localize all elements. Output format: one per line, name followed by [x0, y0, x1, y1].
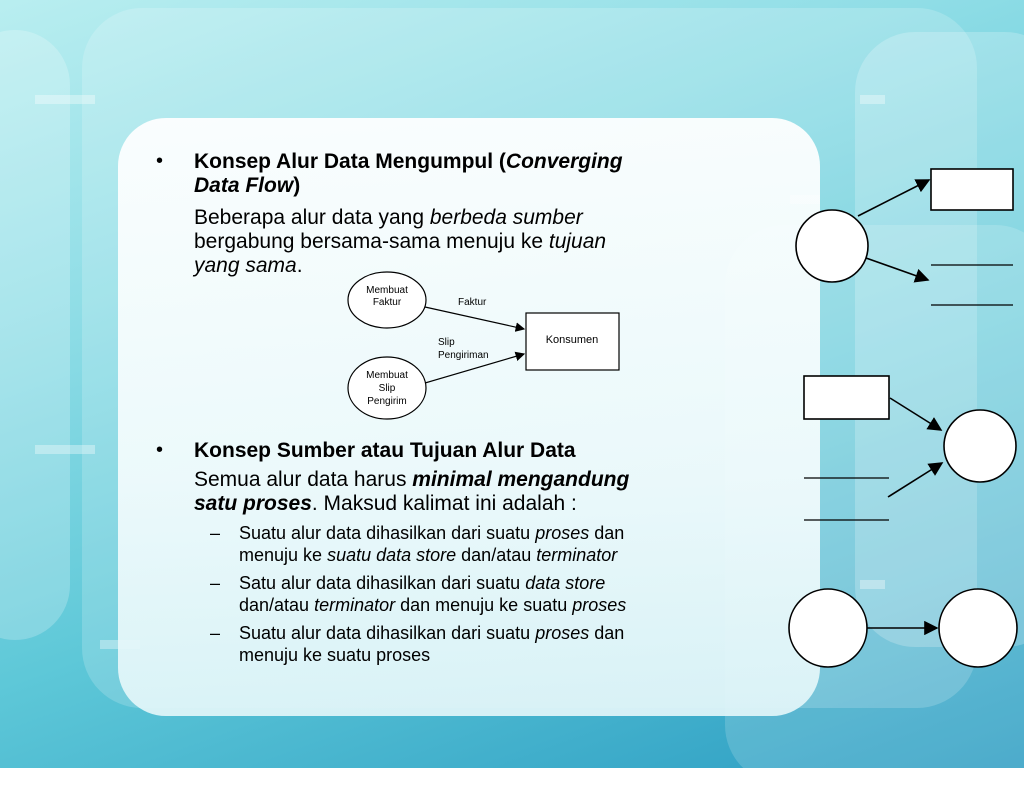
sub3-italic-a: proses [535, 623, 590, 643]
flow-symbols-diagram [780, 160, 1024, 680]
sub1-italic-a: proses [535, 523, 590, 543]
section1-para-text1: Beberapa alur data yang [194, 206, 430, 229]
section1-heading-italic2: Data Flow [194, 174, 294, 197]
decor-shape-left [0, 30, 70, 640]
section2-para-text2: . Maksud kalimat ini adalah : [311, 492, 577, 515]
process2-label-1: Membuat [366, 370, 408, 381]
section1-heading-text: Konsep Alur Data Mengumpul ( [194, 150, 506, 173]
section1-heading-italic: Converging [505, 150, 623, 173]
flow-slip-label-2: Pengiriman [438, 350, 489, 361]
section2-para-text1: Semua alur data harus [194, 468, 413, 491]
flow-faktur-arrow [425, 307, 524, 329]
sub1-text-b: dan [589, 523, 625, 543]
section1-para-italic1: berbeda sumber [429, 206, 583, 229]
section1-para-end: . [296, 254, 303, 277]
sub3-text-c: menuju ke suatu proses [239, 645, 431, 665]
converging-flow-diagram [340, 265, 630, 425]
sub1-text-d: dan/atau [456, 545, 537, 565]
sub2-text-c: dan menuju ke suatu [395, 595, 573, 615]
sub3-text-a: Suatu alur data dihasilkan dari suatu [239, 623, 536, 643]
sub2-italic-b: terminator [314, 595, 396, 615]
sub2-text-b: dan/atau [239, 595, 315, 615]
symbol-flow-1a [858, 180, 929, 216]
process2-label-3: Pengirim [367, 396, 407, 407]
section2-paragraph [194, 468, 629, 516]
symbol-flow-2b [888, 463, 942, 497]
symbol-terminator-1 [931, 169, 1013, 210]
symbol-process-1 [796, 210, 868, 282]
dash-3: – [210, 623, 221, 643]
decor-bar-right-1 [860, 95, 885, 104]
symbol-terminator-2 [804, 376, 889, 419]
section2-para-bold-italic2: satu proses [194, 492, 312, 515]
section1-para-italic2: tujuan [548, 230, 607, 253]
section2-heading: Konsep Sumber atau Tujuan Alur Data [194, 439, 576, 462]
decor-bar-left-1 [35, 95, 95, 104]
sub2-italic-c: proses [572, 595, 627, 615]
symbol-process-2 [944, 410, 1016, 482]
process1-label-2: Faktur [372, 297, 402, 308]
symbol-flow-2a [890, 398, 941, 430]
sub2-italic-a: data store [525, 573, 606, 593]
sub1-text-a: Suatu alur data dihasilkan dari suatu [239, 523, 536, 543]
section1-heading-close: ) [293, 174, 301, 197]
section1-para-italic3: yang sama [194, 254, 297, 277]
bullet-2: • [156, 439, 164, 461]
section1-para-text2: bergabung bersama-sama menuju ke [194, 230, 549, 253]
sub-item-3 [239, 622, 739, 666]
flow-slip-label-1: Slip [438, 337, 455, 348]
decor-bar-left-2 [35, 445, 95, 454]
sub1-italic-c: terminator [536, 545, 618, 565]
symbol-process-3b [939, 589, 1017, 667]
sub-item-2 [239, 572, 739, 616]
sub1-text-c: menuju ke [239, 545, 328, 565]
terminator-label: Konsumen [545, 334, 599, 346]
bullet-1: • [156, 150, 164, 172]
symbol-flow-1b [866, 258, 928, 280]
sub2-text-a: Satu alur data dihasilkan dari suatu [239, 573, 526, 593]
process2-label-2: Slip [378, 383, 396, 394]
dash-2: – [210, 573, 221, 593]
flow-faktur-label: Faktur [458, 297, 487, 308]
sub1-italic-b: suatu data store [327, 545, 457, 565]
sub-item-1 [239, 522, 739, 566]
section1-heading [194, 150, 623, 198]
section2-para-bold-italic1: minimal mengandung [412, 468, 630, 491]
dash-1: – [210, 523, 221, 543]
process1-label-1: Membuat [366, 285, 408, 296]
symbol-process-3a [789, 589, 867, 667]
sub3-text-b: dan [589, 623, 625, 643]
